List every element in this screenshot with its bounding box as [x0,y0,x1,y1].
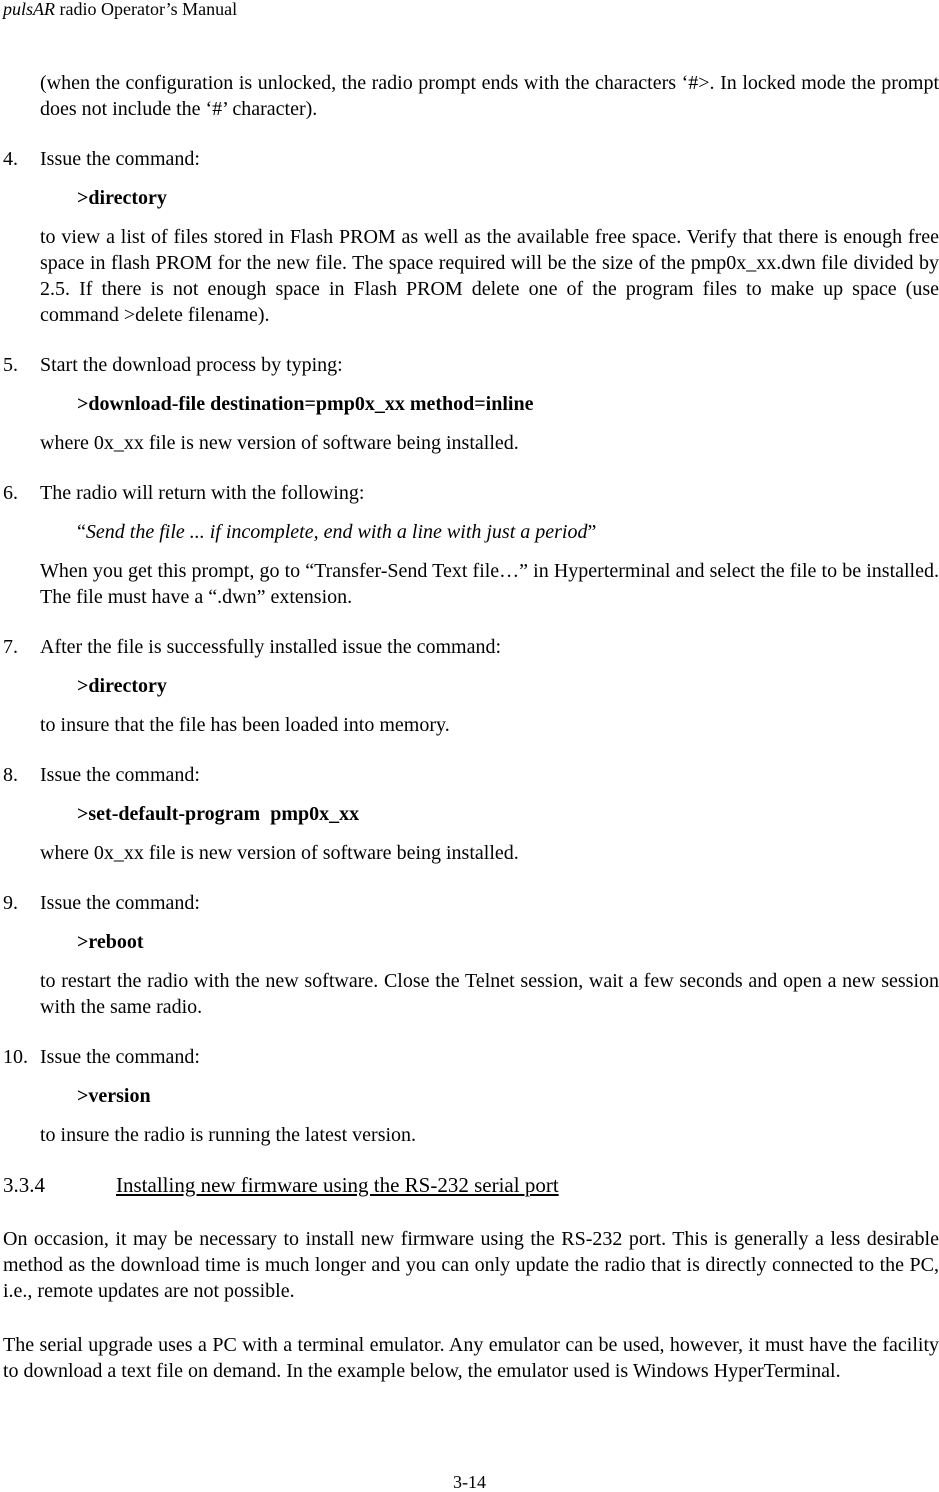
step-4 [3,146,939,328]
command-text: >directory [77,675,167,697]
close-quote: ” [587,521,597,543]
command-text: >set-default-program pmp0x_xx [77,803,360,825]
step-lead: Issue the command: [40,1046,200,1068]
section-heading [3,1172,939,1198]
step-explanation: to insure that the file has been loaded into memory. [40,714,450,736]
step-number: 8. [3,764,18,786]
command-text: >download-file destination=pmp0x_xx method=inline [77,393,534,415]
radio-response-message: Send the file ... if incomplete, end with a line with just a period [85,521,588,543]
step-explanation: When you get this prompt, go to “Transfer-Send Text file…” in Hyperterminal and select the file to be installed. The file must have a “.dwn” extension. [40,560,939,608]
step-explanation: where 0x_xx file is new version of software being installed. [40,432,519,454]
step-lead: Issue the command: [40,892,200,914]
header-title-rest: radio Operator’s Manual [55,0,238,19]
step-number: 4. [3,148,18,170]
radio-response-text [77,519,939,545]
step-9 [3,890,939,1020]
step-8 [3,762,939,866]
step-lead: Issue the command: [40,764,200,786]
header-product-name: pulsAR [3,0,55,19]
open-quote: “ [77,521,86,543]
section-number: 3.3.4 [3,1173,45,1197]
step-explanation: to view a list of files stored in Flash PROM as well as the available free space. Verify that there is enough free space in flash PROM for the new file. The space required will be the size of the pmp0x_xx.dwn file divided by 2.5. If there is not enough space in Flash PROM delete one of the program files to make up space (use command >delete filename). [40,226,939,326]
step-6 [3,480,939,610]
step-number: 5. [3,354,18,376]
section-title: Installing new firmware using the RS-232 serial port [116,1173,559,1197]
body-paragraph: On occasion, it may be necessary to install new firmware using the RS-232 port. This is generally a less desirable method as the download time is much longer and you can only update the radio that is directly connected to the PC, i.e., remote updates are not possible. [3,1228,939,1302]
command-text: >version [77,1085,151,1107]
page-body [3,70,939,1384]
step-number: 6. [3,482,18,504]
step-explanation: to insure the radio is running the latest version. [40,1124,417,1146]
step-explanation: where 0x_xx file is new version of software being installed. [40,842,519,864]
command-text: >directory [77,187,167,209]
step-lead: The radio will return with the following: [40,482,365,504]
page-number: 3-14 [453,1472,486,1492]
running-header [3,0,237,20]
step-lead: After the file is successfully installed issue the command: [40,636,501,658]
step-5 [3,352,939,456]
step-number: 10. [3,1046,28,1068]
intro-paragraph: (when the configuration is unlocked, the radio prompt ends with the characters ‘#>. In locked mode the prompt does not include the ‘#’ character). [40,72,939,120]
body-paragraph: The serial upgrade uses a PC with a terminal emulator. Any emulator can be used, however, it must have the facility to download a text file on demand. In the example below, the emulator used is Windows HyperTerminal. [3,1334,939,1382]
step-lead: Start the download process by typing: [40,354,343,376]
step-10 [3,1044,939,1148]
step-number: 7. [3,636,18,658]
command-text: >reboot [77,931,144,953]
step-lead: Issue the command: [40,148,200,170]
step-number: 9. [3,892,18,914]
step-explanation: to restart the radio with the new software. Close the Telnet session, wait a few seconds and open a new session with the same radio. [40,970,939,1018]
step-7 [3,634,939,738]
